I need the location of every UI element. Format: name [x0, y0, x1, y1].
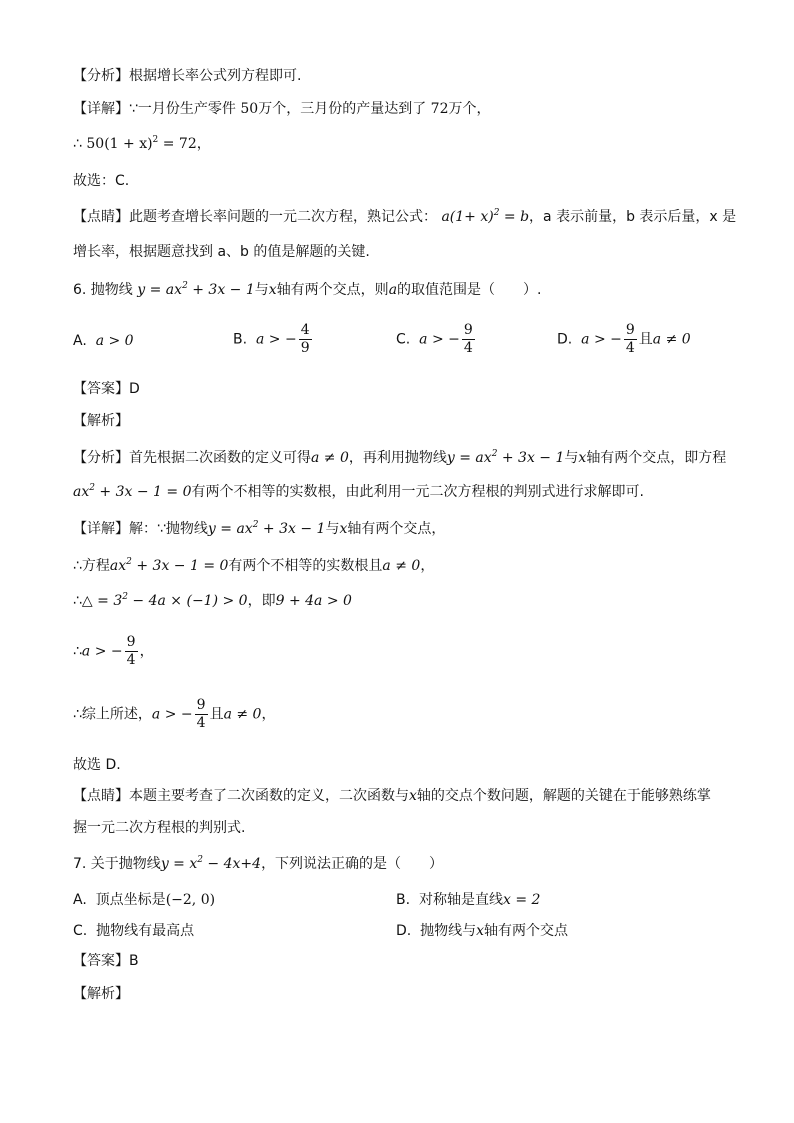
question-text: 轴有两个交点，则 [276, 282, 389, 298]
question-6-stem [73, 280, 542, 300]
option-math: (−2, 0) [165, 892, 216, 908]
key-point-tag: 【点睛】 [73, 209, 129, 225]
exponent: 2 [493, 208, 500, 218]
equation-part: ax [73, 484, 90, 500]
math-inline: a ≠ 0 [382, 558, 421, 574]
option-b[interactable] [233, 322, 314, 357]
equation-rhs: = 72 [158, 136, 197, 152]
analysis-text: ，再利用抛物线 [348, 450, 447, 466]
numerator: 9 [463, 322, 473, 338]
detail-line-5 [73, 697, 275, 732]
option-label: D. [557, 331, 573, 348]
number-value: 72 [430, 101, 449, 117]
formula-rhs: = b [499, 209, 530, 225]
analysis-text: 与 [564, 450, 579, 466]
answer-tag: 【答案】 [73, 381, 129, 397]
option-math: a > − [255, 331, 297, 348]
exponent: 2 [122, 592, 128, 602]
equation-part: + 3x − 1 [497, 450, 565, 466]
math-inline [110, 558, 229, 574]
option-text: 对称轴是直线 [418, 892, 503, 908]
key-point-text: 本题主要考查了二次函数的定义，二次函数与 [129, 788, 409, 804]
math-inline [73, 484, 192, 500]
denominator: 4 [463, 340, 473, 356]
exponent: 2 [182, 281, 188, 291]
exponent: 2 [491, 449, 498, 459]
analysis-line [73, 448, 726, 468]
exponent: 2 [126, 557, 132, 567]
option-label: A. [73, 892, 87, 908]
math-inline [208, 521, 326, 537]
equation-part: − 4a × (−1) > 0 [127, 593, 248, 609]
equation-part: + 3x − 1 = 0 [131, 558, 229, 574]
equation [86, 136, 196, 152]
variable: x [339, 521, 348, 537]
option-label: D. [396, 923, 412, 939]
equation-part: + 3x − 1 = 0 [94, 484, 192, 500]
fraction [195, 697, 208, 732]
option-text: 抛物线有最高点 [96, 923, 195, 939]
answer-tag: 【答案】 [73, 953, 129, 969]
key-point-line [73, 786, 711, 806]
detail-text: 万个，三月份的产量达到了 [258, 101, 427, 117]
analysis-text: 轴有两个交点，即方程 [586, 450, 727, 466]
option-text: 抛物线与 [420, 923, 477, 939]
key-point-text: 轴的交点个数问题，解题的关键在于能够熟练掌 [416, 788, 711, 804]
analysis-line-2 [73, 482, 644, 502]
option-math: a ≠ 0 [652, 331, 691, 348]
question-text: 与 [254, 282, 269, 298]
option-c[interactable] [396, 322, 477, 357]
variable: x [578, 450, 587, 466]
therefore-symbol: ∴ [73, 136, 82, 152]
choose-line: 故选：C. [73, 173, 130, 189]
answer-value: D [129, 381, 140, 397]
numerator: 9 [625, 322, 635, 338]
parabola-equation [161, 856, 261, 872]
key-point-line-2: 握一元二次方程根的判别式. [73, 820, 246, 836]
math-inline: a > − [81, 643, 123, 660]
option-text: 顶点坐标是 [95, 892, 166, 908]
exponent: 2 [152, 135, 159, 145]
analysis-line [73, 66, 301, 86]
exponent: 2 [252, 520, 259, 530]
choose-line: 故选 D. [73, 757, 121, 773]
detail-line-3 [73, 591, 352, 611]
fraction [125, 634, 138, 669]
option-d[interactable] [557, 322, 691, 357]
answer-value: B [129, 953, 139, 969]
detail-text: ，即 [247, 593, 276, 609]
detail-text: ， [139, 643, 154, 660]
therefore-symbol: ∴ [73, 643, 82, 660]
detail-line [73, 99, 490, 119]
detail-text: 与 [325, 521, 340, 537]
equation-part: y = ax [137, 282, 183, 298]
math-inline: 9 + 4a > 0 [275, 593, 352, 609]
equation-part: − 4x+4 [202, 856, 262, 872]
detail-line-4 [73, 634, 154, 669]
math-inline: a ≠ 0 [223, 706, 262, 723]
solution-tag: 【解析】 [73, 413, 129, 429]
key-point-tag: 【点睛】 [73, 788, 129, 804]
option-label: C. [73, 923, 88, 939]
fraction [624, 322, 637, 357]
denominator: 9 [300, 340, 310, 356]
answer-line [73, 379, 140, 399]
equation-part: y = x [160, 856, 198, 872]
key-point-line-2: 增长率，根据题意找到 a、b 的值是解题的关键. [73, 244, 370, 260]
option-d[interactable] [396, 920, 568, 940]
analysis-text: 根据增长率公式列方程即可. [129, 68, 302, 84]
detail-text: ∵一月份生产零件 [129, 101, 236, 117]
formula-base: a(1+ x) [441, 209, 494, 225]
detail-text: 解：∵抛物线 [129, 521, 208, 537]
denominator: 4 [625, 340, 635, 356]
analysis-text: 有两个不相等的实数根，由此利用一元二次方程根的判别式进行求解即可. [191, 484, 644, 500]
option-text: 轴有两个交点 [484, 923, 569, 939]
equation-part: y = ax [446, 450, 492, 466]
analysis-tag: 【分析】 [73, 68, 129, 84]
option-label: C. [396, 331, 411, 348]
fraction [462, 322, 475, 357]
option-a[interactable] [73, 333, 134, 349]
equation-part: + 3x − 1 [258, 521, 326, 537]
punctuation: ， [196, 136, 211, 152]
exponent: 2 [197, 855, 203, 865]
option-math: x = 2 [502, 892, 541, 908]
detail-line-2 [73, 556, 434, 576]
option-a[interactable] [73, 889, 215, 909]
detail-tag: 【详解】 [73, 521, 129, 537]
math-inline: a > − [151, 706, 193, 723]
option-label: B. [396, 892, 411, 908]
option-math: a > − [581, 331, 622, 348]
option-c[interactable] [73, 920, 194, 940]
denominator: 4 [196, 715, 206, 731]
option-label: A. [73, 333, 87, 349]
variable: x [268, 282, 277, 298]
question-7-stem [73, 854, 443, 874]
detail-text: 有两个不相等的实数根且 [228, 558, 383, 574]
variable: x [409, 788, 417, 804]
formula [441, 209, 529, 225]
parabola-equation [137, 282, 255, 298]
math-inline [447, 450, 565, 466]
question-text: 的取值范围是（ ）. [397, 282, 542, 298]
question-number: 7. 关于抛物线 [73, 856, 161, 872]
option-math: a > 0 [95, 333, 134, 349]
analysis-text: 首先根据二次函数的定义可得 [129, 450, 311, 466]
equation-part: ax [109, 558, 127, 574]
key-point-text: 此题考查增长率问题的一元二次方程，熟记公式： [129, 209, 437, 225]
option-math: a > − [419, 331, 460, 348]
equation-part: + 3x − 1 [187, 282, 255, 298]
numerator: 4 [300, 322, 310, 338]
math-inline: a ≠ 0 [311, 450, 349, 466]
number-value: 50 [240, 101, 259, 117]
analysis-tag: 【分析】 [73, 450, 129, 466]
equation-part: y = ax [207, 521, 253, 537]
numerator: 9 [126, 634, 136, 650]
denominator: 4 [126, 652, 136, 668]
solution-tag: 【解析】 [73, 986, 129, 1002]
key-point-line [73, 207, 736, 227]
exponent: 2 [89, 483, 95, 493]
variable: x [476, 923, 485, 939]
detail-text: 轴有两个交点， [347, 521, 446, 537]
detail-line [73, 519, 445, 539]
equation-part: △ = 3 [81, 593, 123, 609]
detail-text: ， [261, 706, 276, 723]
numerator: 9 [196, 697, 206, 713]
detail-tag: 【详解】 [73, 101, 129, 117]
option-text: 且 [638, 331, 653, 348]
variable: a [388, 282, 398, 298]
answer-line [73, 951, 139, 971]
question-number: 6. 抛物线 [73, 282, 133, 298]
detail-text: 且 [209, 706, 224, 723]
option-label: B. [233, 331, 248, 348]
detail-text: ∴综上所述， [73, 706, 152, 723]
detail-text: ∴方程 [73, 558, 110, 574]
question-text: ，下列说法正确的是（ ） [261, 856, 444, 872]
therefore-symbol: ∴ [73, 593, 82, 609]
detail-text: ， [420, 558, 435, 574]
key-point-text: ，a 表示前量，b 表示后量，x 是 [529, 209, 737, 225]
detail-text: 万个， [448, 101, 491, 117]
equation-base: 50(1 + x) [86, 136, 153, 152]
option-b[interactable] [396, 889, 540, 909]
fraction [299, 322, 312, 357]
equation-line [73, 134, 211, 154]
discriminant [82, 593, 248, 609]
